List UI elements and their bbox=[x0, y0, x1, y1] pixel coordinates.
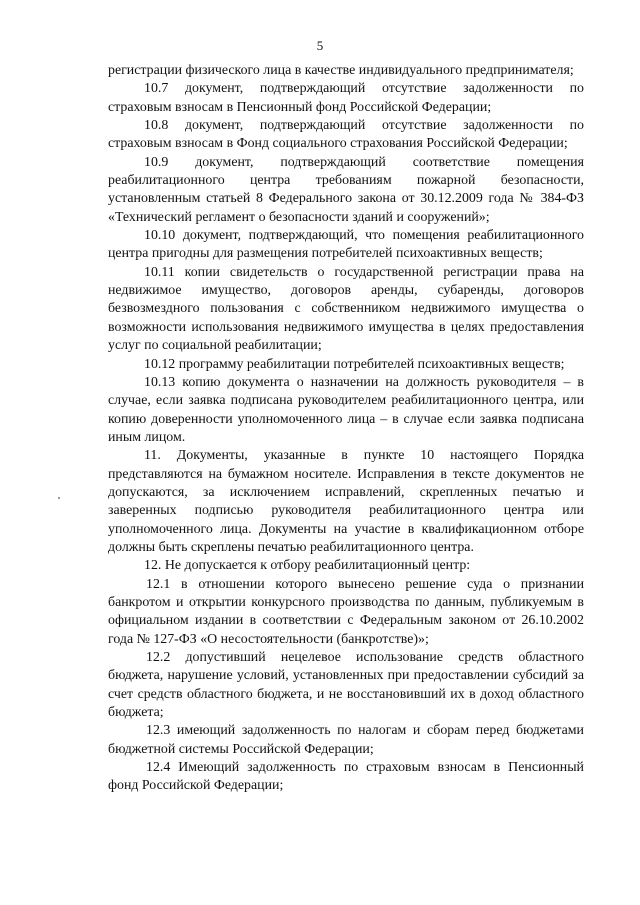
paragraph-10-9: 10.9 документ, подтверждающий соответствие помещения реабилитационного центра требованиям пожарной безопасности, установленным статьей 8 Федерального закона от 30.12.2009 года № 384-ФЗ «Технический регламент о безопасности зданий и сооружений»; bbox=[108, 154, 584, 225]
paragraph-10-12: 10.12 программу реабилитации потребителей психоактивных веществ; bbox=[144, 356, 565, 372]
paragraph-12-1: 12.1 в отношении которого вынесено решение суда о признании банкротом и открытии конкурсного производства по данным, публикуемым в официальном издании в соответствии с Федеральным законом от 26.10.2002 года № 127-ФЗ «О несостоятельности (банкротстве)»; bbox=[108, 576, 584, 647]
document-body bbox=[108, 62, 584, 796]
paragraph-10-11: 10.11 копии свидетельств о государственной регистрации права на недвижимое имущество, договоров аренды, субаренды, договоров безвозмездного пользования с собственником недвижимого имущества о возможности использования недвижимого имущества в целях предоставления услуг по социальной реабилитации; bbox=[108, 264, 584, 354]
paragraph-12: 12. Не допускается к отбору реабилитационный центр: bbox=[144, 558, 471, 574]
paragraph-10-7: 10.7 документ, подтверждающий отсутствие задолженности по страховым взносам в Пенсионный фонд Российской Федерации; bbox=[108, 81, 584, 115]
paragraph-continuation: регистрации физического лица в качестве индивидуального предпринимателя; bbox=[108, 63, 574, 78]
paragraph-10-13: 10.13 копию документа о назначении на должность руководителя – в случае, если заявка подписана руководителем реабилитационного центра, или копию доверенности уполномоченного лица – в случае если заявка подписана иным лицом. bbox=[108, 374, 584, 445]
paragraph-10-10: 10.10 документ, подтверждающий, что помещения реабилитационного центра пригодны для размещения потребителей психоактивных веществ; bbox=[108, 228, 584, 262]
paragraph-12-3: 12.3 имеющий задолженность по налогам и сборам перед бюджетами бюджетной системы Российской Федерации; bbox=[108, 723, 584, 757]
page-number: 5 bbox=[316, 38, 324, 53]
paragraph-10-8: 10.8 документ, подтверждающий отсутствие задолженности по страховым взносам в Фонд социального страхования Российской Федерации; bbox=[108, 118, 584, 152]
paragraph-12-2: 12.2 допустивший нецелевое использование средств областного бюджета, нарушение условий, установленных при предоставлении субсидий за счет средств областного бюджета, и не восстановивший их в доход областного бюджета; bbox=[108, 650, 584, 721]
margin-mark bbox=[58, 497, 60, 499]
paragraph-12-4: 12.4 Имеющий задолженность по страховым взносам в Пенсионный фонд Российской Федерации; bbox=[108, 760, 584, 794]
paragraph-11: 11. Документы, указанные в пункте 10 настоящего Порядка представляются на бумажном носителе. Исправления в тексте документов не допускаются, за исключением исправлений, скрепленных печатью и заверенных подписью руководителя реабилитационного центра или уполномоченного лица. Документы на участие в квалификационном отборе должны быть скреплены печатью реабилитационного центра. bbox=[108, 448, 584, 555]
